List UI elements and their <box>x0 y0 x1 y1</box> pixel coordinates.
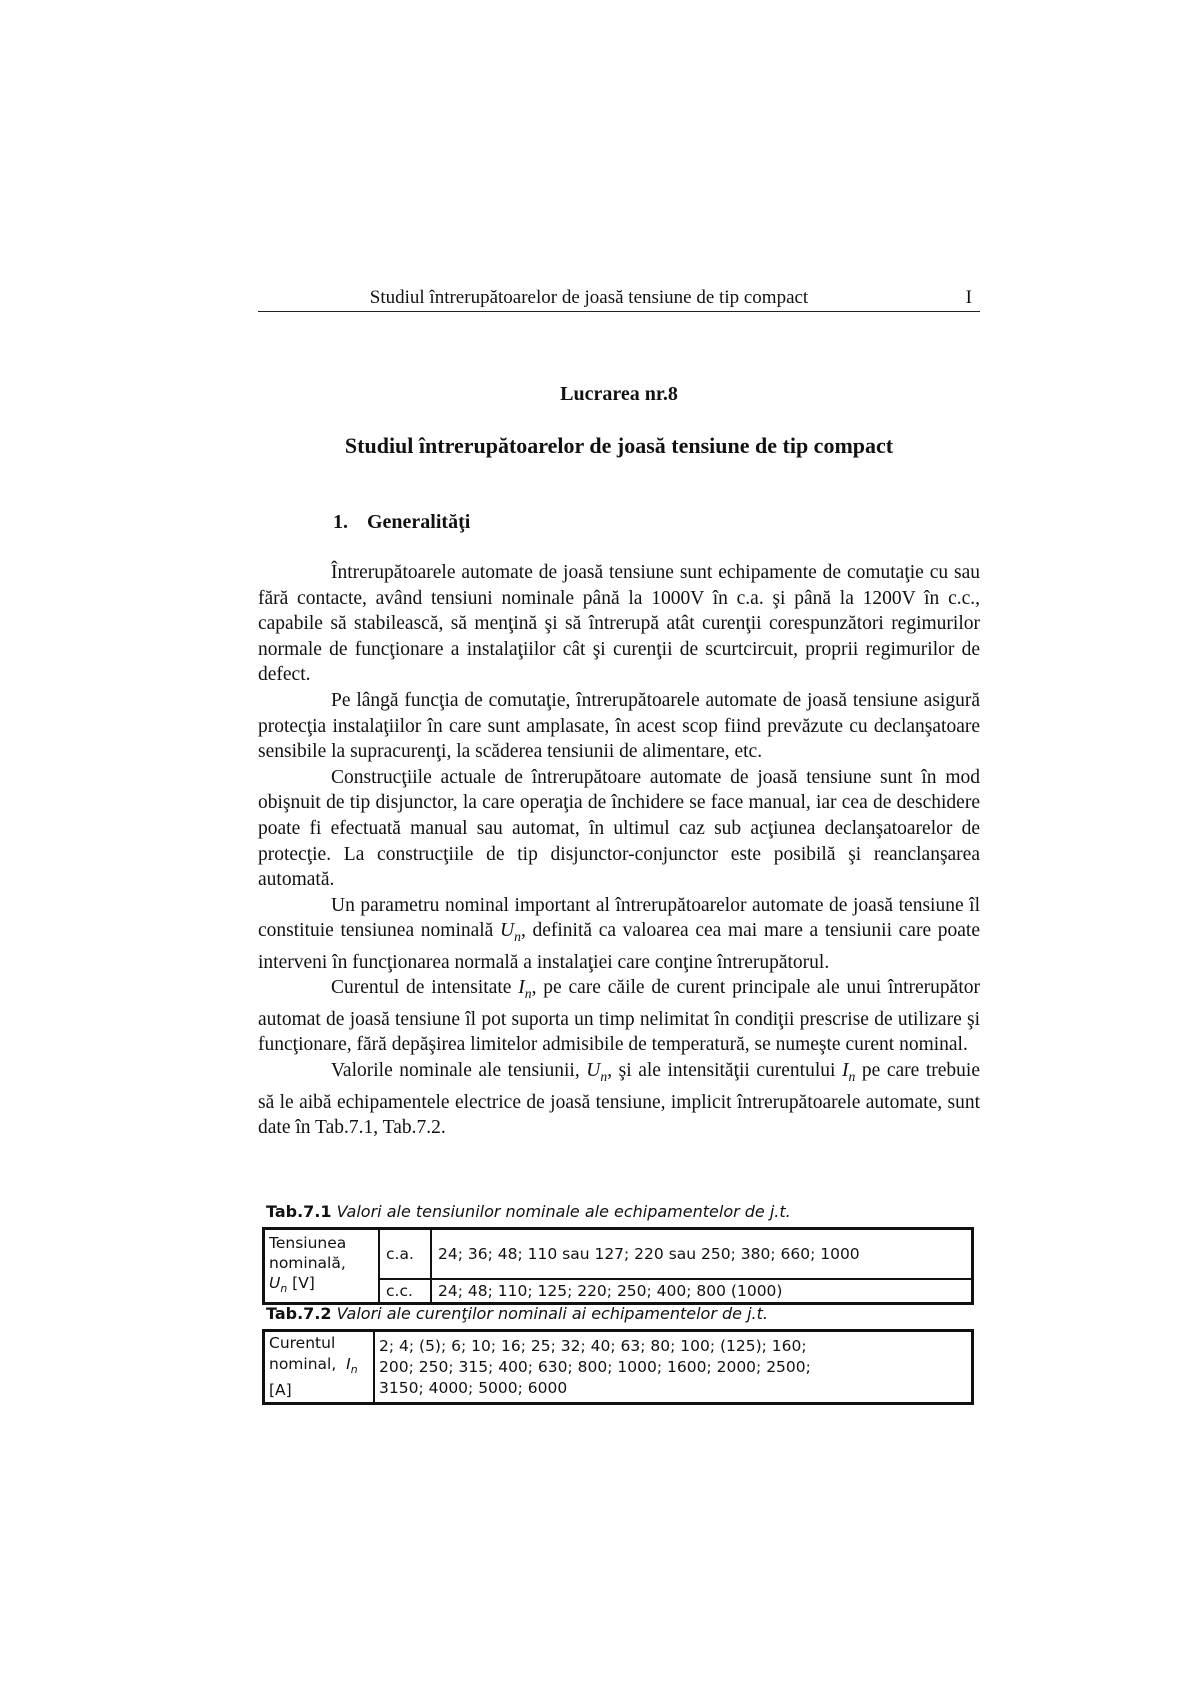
symbol-subscript: n <box>350 1363 358 1377</box>
symbol-subscript: n <box>280 1282 288 1296</box>
values-line: 200; 250; 315; 400; 630; 800; 1000; 1600; 2000; 2500; <box>379 1357 811 1376</box>
paragraph-5 <box>258 975 980 1058</box>
table-cell-values: 24; 48; 110; 125; 220; 250; 400; 800 (1000) <box>431 1279 973 1304</box>
paragraph-6 <box>258 1058 980 1141</box>
table-1-caption-text: Valori ale tensiunilor nominale ale echipamentelor de j.t. <box>331 1202 791 1221</box>
table-2-row-label <box>264 1331 375 1404</box>
symbol-letter: I <box>842 1060 849 1082</box>
symbol-subscript: n <box>600 1068 608 1084</box>
symbol-subscript: n <box>848 1068 856 1084</box>
symbol-in <box>518 977 532 1002</box>
paragraph-4-part: Un parametru nominal important al întrerupătoarelor automate de joasă tensiune îl constituie tensiunea nominală <box>258 894 980 942</box>
section-title: Generalităţi <box>367 511 471 533</box>
paragraph-5-part: Curentul de intensitate <box>331 977 519 999</box>
row-label-unit: [A] <box>269 1381 292 1400</box>
table-cell-values: 24; 36; 48; 110 sau 127; 220 sau 250; 380; 660; 1000 <box>431 1229 973 1280</box>
lab-title: Studiul întrerupătoarelor de joasă tensiune de tip compact <box>344 433 894 458</box>
table-cell-kind: c.a. <box>379 1229 431 1280</box>
row-label-unit: [V] <box>287 1273 315 1292</box>
symbol-in <box>346 1355 358 1377</box>
paragraph-4 <box>258 893 980 976</box>
paragraph-3: Construcţiile actuale de întrerupătoare automate de joasă tensiune sunt în mod obişnuit de tip disjunctor, la care operaţia de închidere se face manual, iar cea de deschidere poate fi efectuată manual sau automat, în ultimul caz sub acţiunea declanşatoarelor de protecţie. La construcţiile de tip disjunctor-conjunctor este posibilă şi reanclanşarea automată. <box>258 766 980 891</box>
row-label-line: Tensiunea <box>269 1233 347 1252</box>
symbol-letter: U <box>269 1273 281 1292</box>
row-label-line: nominal, <box>269 1355 337 1373</box>
table-2 <box>262 1329 974 1405</box>
section-number: 1. <box>333 511 348 533</box>
paragraph-6-part: Valorile nominale ale tensiunii, <box>331 1060 587 1082</box>
paragraph-1: Întrerupătoarele automate de joasă tensiune sunt echipamente de comutaţie cu sau fără contacte, având tensiuni nominale până la 1000V în c.a. şi până la 1200V în c.c., capabile să stabilească, să menţină şi să întrerupă atât curenţii corespunzători regimurilor normale de funcţionare a instalaţiilor cât şi curenţii de scurtcircuit, proprii regimurilor de defect. <box>258 562 980 686</box>
paragraph-6-part: , şi ale intensităţii curentului <box>607 1060 842 1082</box>
row-label-line: nominală, <box>269 1253 346 1272</box>
symbol-un <box>500 920 521 945</box>
symbol-subscript: n <box>514 929 521 945</box>
lab-number: Lucrarea nr.8 <box>560 383 678 405</box>
table-2-caption-text: Valori ale curenţilor nominali ai echipamentelor de j.t. <box>331 1304 768 1323</box>
symbol-letter: U <box>586 1060 601 1082</box>
body-text <box>258 560 980 1141</box>
symbol-un <box>269 1273 288 1296</box>
section-heading <box>333 511 470 534</box>
paragraph-4-part: , definită ca valoarea cea mai mare a tensiunii care poate interveni în funcţionarea normală a instalaţiei care conţine întrerupătorul. <box>258 920 980 973</box>
row-label-line: Curentul <box>269 1334 336 1352</box>
paragraph-5-part: , pe care căile de curent principale ale unui întrerupător automat de joasă tensiune îl pot suporta un timp nelimitat în condiţii prescrise de utilizare şi funcţionare, fără depăşirea limitelor admisibile de temperatură, se numeşte curent nominal. <box>258 977 980 1056</box>
paragraph-2: Pe lângă funcţia de comutaţie, întrerupătoarele automate de joasă tensiune asigură protecţia instalaţiilor în care sunt amplasate, în acest scop fiind prevăzute cu declanşatoare sensibile la supracurenţi, la scăderea tensiunii de alimentare, etc. <box>258 689 980 763</box>
running-header <box>258 285 980 312</box>
symbol-letter: I <box>346 1355 351 1373</box>
table-row <box>264 1331 973 1404</box>
values-line: 3150; 4000; 5000; 6000 <box>379 1378 568 1397</box>
values-line: 2; 4; (5); 6; 10; 16; 25; 32; 40; 63; 80; 100; (125); 160; <box>379 1336 807 1355</box>
table-1-caption <box>266 1202 791 1221</box>
table-2-caption <box>266 1304 768 1323</box>
table-1 <box>262 1227 974 1305</box>
symbol-in <box>842 1060 856 1084</box>
symbol-un <box>586 1060 608 1084</box>
table-row <box>264 1229 973 1280</box>
page-number: I <box>965 287 972 308</box>
table-1-row-label <box>264 1229 380 1304</box>
table-2-caption-label: Tab.7.2 <box>266 1304 332 1323</box>
table-cell-values <box>374 1331 973 1404</box>
paragraph-6-part: pe care trebuie să le aibă echipamentele electrice de joasă tensiune, implicit întrerupătoarele automate, sunt date în Tab.7.1, Tab.7.2. <box>258 1060 980 1139</box>
symbol-subscript: n <box>524 986 532 1002</box>
running-header-title: Studiul întrerupătoarelor de joasă tensiune de tip compact <box>369 287 809 308</box>
symbol-letter: I <box>518 977 525 999</box>
symbol-letter: U <box>500 920 515 942</box>
table-1-caption-label: Tab.7.1 <box>266 1202 332 1221</box>
table-cell-kind: c.c. <box>379 1279 431 1304</box>
